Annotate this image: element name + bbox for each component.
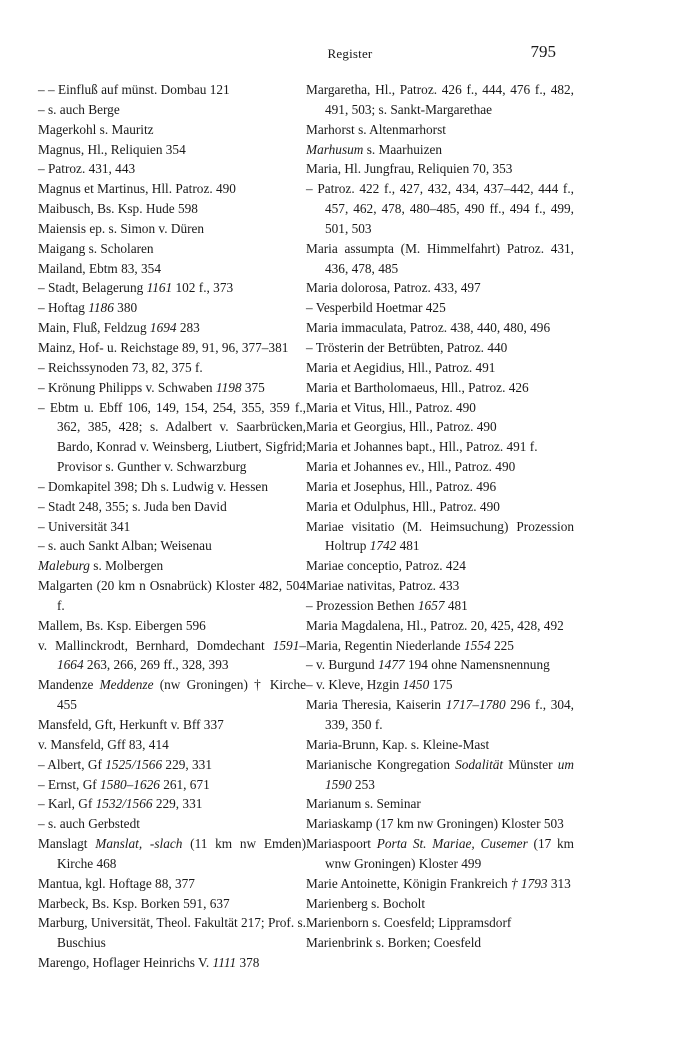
index-entry: – s. auch Berge xyxy=(38,101,120,117)
index-entry: Mariaskamp (17 km nw Groningen) Kloster 503 xyxy=(306,816,564,832)
italic-term: 1657 xyxy=(417,597,445,613)
index-entry: Maria et Georgius, Hll., Patroz. 490 xyxy=(306,419,497,435)
italic-term: 1532/1566 xyxy=(95,796,153,812)
index-entry: Mariae nativitas, Patroz. 433 xyxy=(306,578,460,594)
index-entry: – Domkapitel 398; Dh s. Ludwig v. Hessen xyxy=(38,478,268,494)
index-entry: – s. auch Gerbstedt xyxy=(38,816,140,832)
index-entry: Mandenze Meddenze (nw Groningen) † Kirche 455 xyxy=(38,677,306,713)
italic-term: 1111 xyxy=(212,955,237,971)
index-entry: – Ernst, Gf 1580–1626 261, 671 xyxy=(38,776,210,792)
index-entry: Maria et Odulphus, Hll., Patroz. 490 xyxy=(306,498,500,514)
italic-term: 1525/1566 xyxy=(105,756,163,772)
index-entry: Maria et Aegidius, Hll., Patroz. 491 xyxy=(306,359,496,375)
italic-term: Marhusum xyxy=(306,141,364,157)
index-entry: – Universität 341 xyxy=(38,518,131,534)
italic-term: 1161 xyxy=(146,280,173,296)
index-entry: Maria et Vitus, Hll., Patroz. 490 xyxy=(306,399,476,415)
italic-term: 1198 xyxy=(215,379,242,395)
index-entry: – Reichssynoden 73, 82, 375 f. xyxy=(38,359,203,375)
italic-term: 1477 xyxy=(378,657,405,673)
index-entry: Magerkohl s. Mauritz xyxy=(38,121,154,137)
index-entry: Maria et Bartholomaeus, Hll., Patroz. 426 xyxy=(306,379,529,395)
index-entry: Marhusum s. Maarhuizen xyxy=(306,141,443,157)
index-entry: – Hoftag 1186 380 xyxy=(38,300,138,316)
italic-term: Manslat, -slach xyxy=(95,836,183,852)
index-entry: – Prozession Bethen 1657 481 xyxy=(306,597,468,613)
index-entry: Maigang s. Scholaren xyxy=(38,240,154,256)
index-entry: – Stadt, Belagerung 1161 102 f., 373 xyxy=(38,280,234,296)
italic-term: † 1793 xyxy=(510,875,548,891)
index-entry: – Ebtm u. Ebff 106, 149, 154, 254, 355, 359 f., 362, 385, 428; s. Adalbert v. Saarbrücken, Bardo, Konrad v. Weinsberg, Liutbert, Sigfrid; Provisor s. Gunther v. Schwarzburg xyxy=(38,399,306,475)
index-entry: Mainz, Hof- u. Reichstage 89, 91, 96, 377–381 xyxy=(38,339,289,355)
index-entry: – Albert, Gf 1525/1566 229, 331 xyxy=(38,756,212,772)
italic-term: 1580–1626 xyxy=(100,776,160,792)
italic-term: Maleburg xyxy=(38,558,90,574)
index-entry: Maria dolorosa, Patroz. 433, 497 xyxy=(306,280,481,296)
index-entry: Marengo, Hoflager Heinrichs V. 1111 378 xyxy=(38,955,260,971)
index-entry: Mailand, Ebtm 83, 354 xyxy=(38,260,161,276)
italic-term: Meddenze xyxy=(99,677,154,693)
index-entry: – Vesperbild Hoetmar 425 xyxy=(306,300,446,316)
page-header xyxy=(0,42,700,66)
index-entry: Maiensis ep. s. Simon v. Düren xyxy=(38,220,205,236)
index-entry: Mariae conceptio, Patroz. 424 xyxy=(306,558,466,574)
index-entry: Magnus, Hl., Reliquien 354 xyxy=(38,141,186,157)
index-entry: Mantua, kgl. Hoftage 88, 377 xyxy=(38,875,195,891)
index-entry: Margaretha, Hl., Patroz. 426 f., 444, 476 f., 482, 491, 503; s. Sankt-Margarethae xyxy=(306,82,574,117)
index-entry: Malgarten (20 km n Osnabrück) Kloster 482, 504 f. xyxy=(38,578,306,613)
index-entry: Main, Fluß, Feldzug 1694 283 xyxy=(38,320,200,336)
index-entry: – s. auch Sankt Alban; Weisenau xyxy=(38,538,212,554)
index-entry: – Trösterin der Betrübten, Patroz. 440 xyxy=(306,339,508,355)
index-entry: Maria, Hl. Jungfrau, Reliquien 70, 353 xyxy=(306,161,513,177)
italic-term: 1591–1664 xyxy=(57,637,306,673)
index-entry: Marbeck, Bs. Ksp. Borken 591, 637 xyxy=(38,895,230,911)
index-entry: – Krönung Philipps v. Schwaben 1198 375 xyxy=(38,379,265,395)
index-entry: Mariae visitatio (M. Heimsuchung) Prozession Holtrup 1742 481 xyxy=(306,518,574,554)
italic-term: 1717–1780 xyxy=(445,697,506,713)
index-entry: – Patroz. 431, 443 xyxy=(38,161,136,177)
index-entry: Maria et Josephus, Hll., Patroz. 496 xyxy=(306,478,497,494)
index-entry: Mansfeld, Gft, Herkunft v. Bff 337 xyxy=(38,717,224,732)
index-entry: Maibusch, Bs. Ksp. Hude 598 xyxy=(38,201,198,217)
index-entry: Maleburg s. Molbergen xyxy=(38,558,164,574)
index-entry: Marienbrink s. Borken; Coesfeld xyxy=(306,935,482,951)
index-entry: – – Einfluß auf münst. Dombau 121 xyxy=(38,82,230,97)
index-entry: – v. Burgund 1477 194 ohne Namensnennung xyxy=(306,657,550,673)
index-entry: Mariaspoort Porta St. Mariae, Cusemer (17 km wnw Groningen) Kloster 499 xyxy=(306,836,574,871)
italic-term: 1554 xyxy=(464,637,491,653)
index-entry: Marienberg s. Bocholt xyxy=(306,895,426,911)
index-entry: Maria et Johannes bapt., Hll., Patroz. 491 f. xyxy=(306,439,538,455)
index-entry: Marburg, Universität, Theol. Fakultät 217; Prof. s. Buschius xyxy=(38,915,307,951)
index-entry: – Patroz. 422 f., 427, 432, 434, 437–442, 444 f., 457, 462, 478, 480–485, 490 ff., 494 f., 499, 501, 503 xyxy=(306,181,574,236)
italic-term: 1742 xyxy=(369,538,397,554)
index-entry: Marhorst s. Altenmarhorst xyxy=(306,121,446,137)
italic-term: 1694 xyxy=(149,320,177,336)
index-entry: Mallem, Bs. Ksp. Eibergen 596 xyxy=(38,617,206,633)
index-entry: v. Mallinckrodt, Bernhard, Domdechant 1591–1664 263, 266, 269 ff., 328, 393 xyxy=(38,637,306,673)
index-entry: Maria Magdalena, Hl., Patroz. 20, 425, 428, 492 xyxy=(306,617,564,633)
index-entry: Maria assumpta (M. Himmelfahrt) Patroz. 431, 436, 478, 485 xyxy=(306,240,574,276)
index-entry: Maria et Johannes ev., Hll., Patroz. 490 xyxy=(306,459,516,475)
index-entry: – Karl, Gf 1532/1566 229, 331 xyxy=(38,796,203,812)
index-entry: Marianische Kongregation Sodalität Münster um 1590 253 xyxy=(306,756,574,792)
index-entry: – Stadt 248, 355; s. Juda ben David xyxy=(38,498,227,514)
index-entry: Marienborn s. Coesfeld; Lippramsdorf xyxy=(306,915,512,931)
index-entry: Magnus et Martinus, Hll. Patroz. 490 xyxy=(38,181,236,197)
index-entry: Maria Theresia, Kaiserin 1717–1780 296 f., 304, 339, 350 f. xyxy=(306,697,575,732)
index-entry: Maria-Brunn, Kap. s. Kleine-Mast xyxy=(306,736,490,752)
index-entry: Manslagt Manslat, -slach (11 km nw Emden) Kirche 468 xyxy=(38,836,307,871)
index-column-left xyxy=(38,80,306,973)
italic-term: 1450 xyxy=(402,677,430,693)
italic-term: 1186 xyxy=(88,300,114,316)
italic-term: Sodalität xyxy=(455,756,504,772)
index-entry: v. Mansfeld, Gff 83, 414 xyxy=(38,736,169,752)
index-entry: – v. Kleve, Hzgin 1450 175 xyxy=(306,677,453,693)
index-entry: Marianum s. Seminar xyxy=(306,796,421,812)
index-entry: Marie Antoinette, Königin Frankreich † 1793 313 xyxy=(306,875,571,891)
index-entry: Maria, Regentin Niederlande 1554 225 xyxy=(306,637,514,653)
index-entry: Maria immaculata, Patroz. 438, 440, 480, 496 xyxy=(306,320,551,336)
index-column-right xyxy=(306,80,574,953)
running-head: Register xyxy=(327,46,373,61)
italic-term: Porta St. Mariae, Cusemer xyxy=(376,836,528,852)
page-number: 795 xyxy=(530,42,556,61)
italic-term: um 1590 xyxy=(325,756,574,792)
